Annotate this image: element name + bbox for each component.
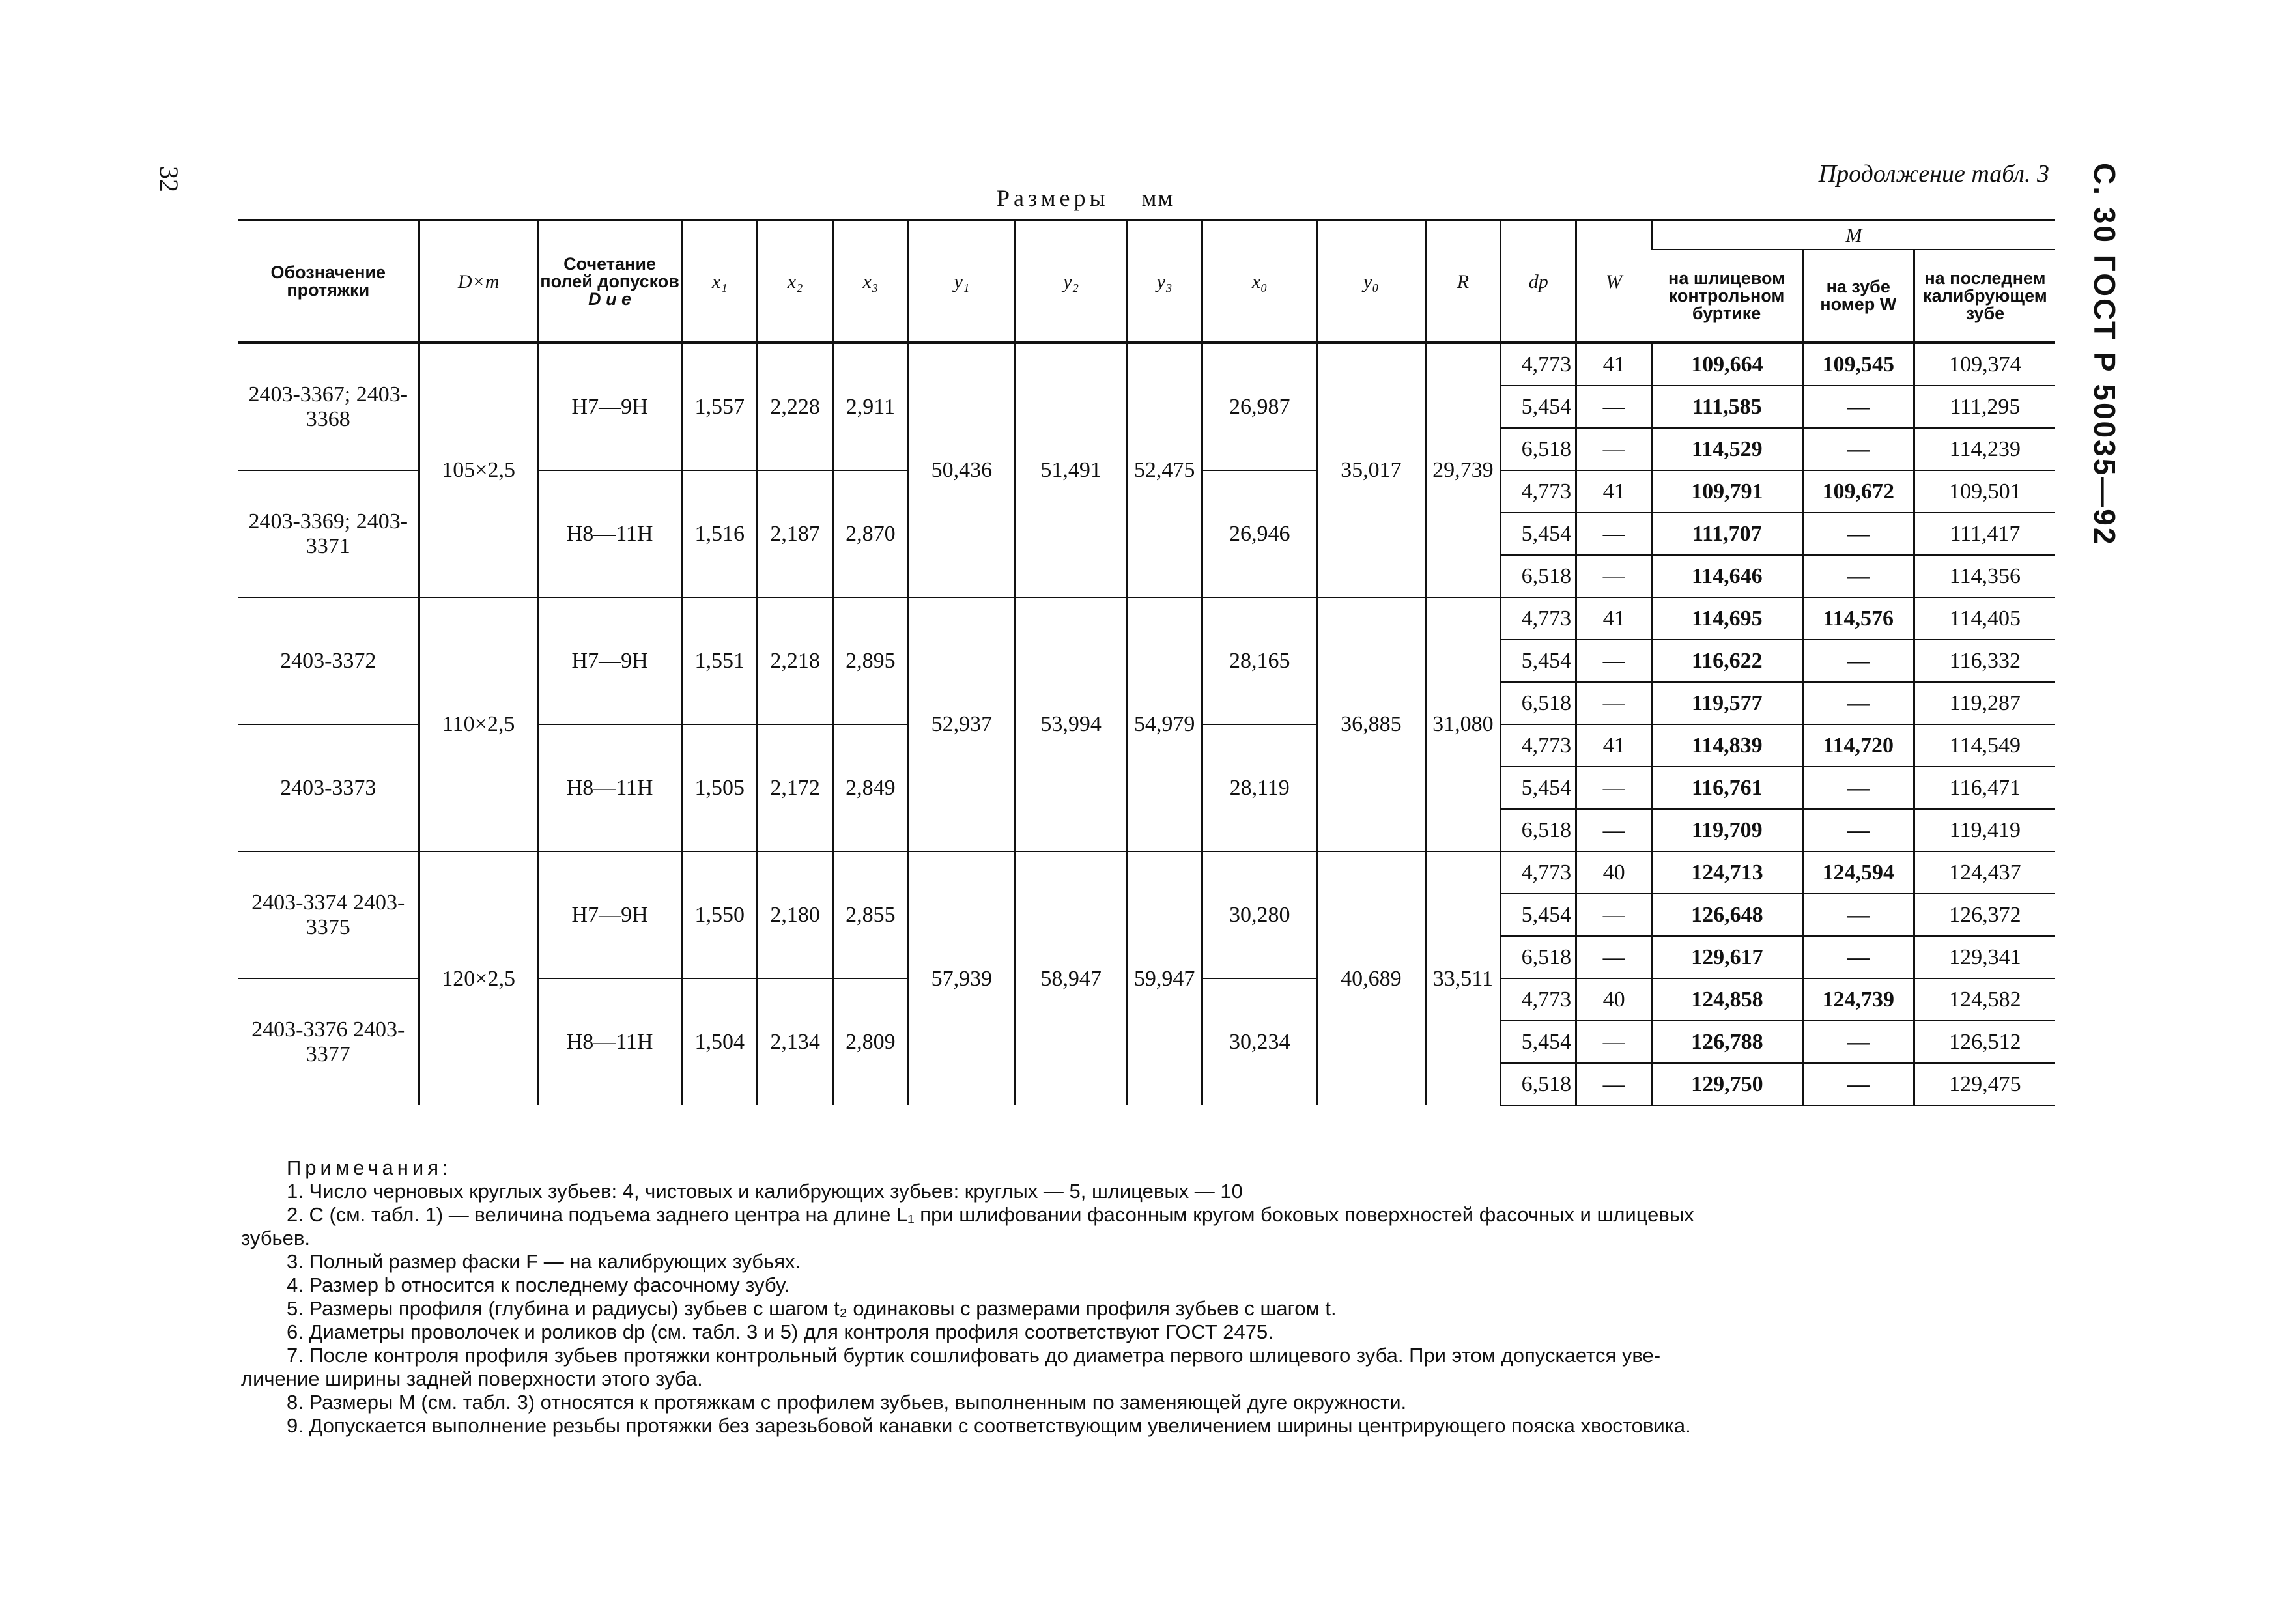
m-spline-cell: 126,788 xyxy=(1651,1021,1802,1063)
header-m-last: на последнем калибрующем зубе xyxy=(1914,249,2055,343)
m-spline-cell: 126,648 xyxy=(1651,894,1802,936)
w-cell: — xyxy=(1576,894,1652,936)
notes-section xyxy=(241,1156,2065,1438)
dp-cell: 6,518 xyxy=(1501,682,1576,724)
header-x0: x₀ xyxy=(1202,220,1317,343)
dp-cell: 4,773 xyxy=(1501,978,1576,1021)
designation-cell: 2403-3376 2403-3377 xyxy=(238,978,419,1105)
tolerance-cell: H8—11H xyxy=(537,470,682,597)
m-tooth-cell: — xyxy=(1802,640,1914,682)
m-last-cell: 114,405 xyxy=(1914,597,2055,640)
w-cell: 41 xyxy=(1576,470,1652,513)
document-header: С. 30 ГОСТ Р 50035—92 xyxy=(2088,163,2122,547)
m-tooth-cell: — xyxy=(1802,428,1914,470)
dp-cell: 6,518 xyxy=(1501,1063,1576,1105)
m-tooth-cell: — xyxy=(1802,386,1914,428)
m-spline-cell: 124,858 xyxy=(1651,978,1802,1021)
header-r: R xyxy=(1425,220,1501,343)
m-last-cell: 114,239 xyxy=(1914,428,2055,470)
w-cell: 41 xyxy=(1576,724,1652,767)
header-tolerances xyxy=(537,220,682,343)
y2-cell: 51,491 xyxy=(1016,343,1127,597)
tolerance-cell: H8—11H xyxy=(537,724,682,851)
x0-cell: 26,946 xyxy=(1202,470,1317,597)
y0-cell: 36,885 xyxy=(1317,597,1425,851)
x2-cell: 2,228 xyxy=(758,343,833,470)
y0-cell: 40,689 xyxy=(1317,851,1425,1105)
m-spline-cell: 109,664 xyxy=(1651,343,1802,386)
note-item: 7. После контроля профиля зубьев протяжки контрольный буртик сошлифовать до диаметра первого шлицевого зуба. При этом допускается уве- xyxy=(287,1344,1661,1367)
header-x3: x₃ xyxy=(833,220,909,343)
table-row xyxy=(238,597,2055,640)
dp-cell: 6,518 xyxy=(1501,936,1576,978)
m-last-cell: 119,287 xyxy=(1914,682,2055,724)
m-spline-cell: 119,577 xyxy=(1651,682,1802,724)
dp-cell: 5,454 xyxy=(1501,767,1576,809)
w-cell: — xyxy=(1576,386,1652,428)
w-cell: — xyxy=(1576,1021,1652,1063)
y2-cell: 53,994 xyxy=(1016,597,1127,851)
header-dp: dp xyxy=(1501,220,1576,343)
tolerance-cell: H7—9H xyxy=(537,851,682,978)
m-spline-cell: 129,750 xyxy=(1651,1063,1802,1105)
m-spline-cell: 116,622 xyxy=(1651,640,1802,682)
w-cell: — xyxy=(1576,809,1652,851)
m-spline-cell: 111,585 xyxy=(1651,386,1802,428)
x2-cell: 2,187 xyxy=(758,470,833,597)
tolerance-cell: H7—9H xyxy=(537,343,682,470)
m-last-cell: 116,332 xyxy=(1914,640,2055,682)
m-tooth-cell: — xyxy=(1802,1063,1914,1105)
m-last-cell: 111,295 xyxy=(1914,386,2055,428)
designation-cell: 2403-3367; 2403-3368 xyxy=(248,382,408,431)
r-cell: 31,080 xyxy=(1425,597,1501,851)
header-y1: y₁ xyxy=(908,220,1015,343)
m-tooth-cell: 114,576 xyxy=(1802,597,1914,640)
m-tooth-cell: — xyxy=(1802,682,1914,724)
y3-cell: 59,947 xyxy=(1127,851,1202,1105)
m-last-cell: 114,356 xyxy=(1914,555,2055,597)
y1-cell: 57,939 xyxy=(908,851,1015,1105)
m-tooth-cell: 124,739 xyxy=(1802,978,1914,1021)
designation-cell: 2403-3373 xyxy=(238,724,419,851)
header-x1: x₁ xyxy=(682,220,758,343)
w-cell: 40 xyxy=(1576,978,1652,1021)
notes-title: Примечания: xyxy=(287,1156,452,1179)
m-spline-cell: 124,713 xyxy=(1651,851,1802,894)
x3-cell: 2,870 xyxy=(833,470,909,597)
m-spline-cell: 129,617 xyxy=(1651,936,1802,978)
dp-cell: 5,454 xyxy=(1501,640,1576,682)
dp-cell: 5,454 xyxy=(1501,894,1576,936)
table-continuation-label: Продолжение табл. 3 xyxy=(1818,160,2049,188)
note-item: 8. Размеры M (см. табл. 3) относятся к протяжкам с профилем зубьев, выполненным по заменяющей дуге окружности. xyxy=(287,1391,1407,1414)
dp-cell: 4,773 xyxy=(1501,597,1576,640)
header-x2: x₂ xyxy=(758,220,833,343)
m-last-cell: 126,372 xyxy=(1914,894,2055,936)
dp-cell: 6,518 xyxy=(1501,809,1576,851)
m-spline-cell: 114,695 xyxy=(1651,597,1802,640)
broach-dimensions-table xyxy=(238,219,2055,1106)
m-last-cell: 124,437 xyxy=(1914,851,2055,894)
header-tolerances-sub: D и e xyxy=(588,289,632,309)
r-cell: 29,739 xyxy=(1425,343,1501,597)
m-last-cell: 109,374 xyxy=(1914,343,2055,386)
designation-cell: 2403-3372 xyxy=(238,597,419,724)
x3-cell: 2,895 xyxy=(833,597,909,724)
w-cell: 41 xyxy=(1576,597,1652,640)
m-tooth-cell: 109,672 xyxy=(1802,470,1914,513)
m-tooth-cell: 109,545 xyxy=(1802,343,1914,386)
x2-cell: 2,218 xyxy=(758,597,833,724)
x0-cell: 30,234 xyxy=(1202,978,1317,1105)
note-item: зубьев. xyxy=(241,1227,310,1249)
note-item: 6. Диаметры проволочек и роликов dp (см. табл. 3 и 5) для контроля профиля соответствуют ГОСТ 2475. xyxy=(287,1320,1273,1343)
x1-cell: 1,516 xyxy=(682,470,758,597)
dp-cell: 6,518 xyxy=(1501,555,1576,597)
page-number: 32 xyxy=(154,166,184,192)
dp-cell: 4,773 xyxy=(1501,343,1576,386)
dp-cell: 5,454 xyxy=(1501,1021,1576,1063)
m-tooth-cell: — xyxy=(1802,767,1914,809)
note-item: 1. Число черновых круглых зубьев: 4, чистовых и калибрующих зубьев: круглых — 5, шлицевых — 10 xyxy=(287,1180,1243,1203)
w-cell: — xyxy=(1576,767,1652,809)
header-tolerances-main: Сочетание полей допусков xyxy=(540,253,679,291)
m-last-cell: 126,512 xyxy=(1914,1021,2055,1063)
header-m-tooth: на зубе номер W xyxy=(1802,249,1914,343)
m-last-cell: 124,582 xyxy=(1914,978,2055,1021)
y3-cell: 54,979 xyxy=(1127,597,1202,851)
x3-cell: 2,849 xyxy=(833,724,909,851)
designation-cell: 2403-3374 2403-3375 xyxy=(238,851,419,978)
dxm-cell: 105×2,5 xyxy=(419,343,537,597)
dp-cell: 4,773 xyxy=(1501,724,1576,767)
y3-cell: 52,475 xyxy=(1127,343,1202,597)
note-item: 4. Размер b относится к последнему фасочному зубу. xyxy=(287,1274,789,1296)
m-last-cell: 111,417 xyxy=(1914,513,2055,555)
m-tooth-cell: — xyxy=(1802,555,1914,597)
w-cell: — xyxy=(1576,555,1652,597)
x2-cell: 2,134 xyxy=(758,978,833,1105)
w-cell: 41 xyxy=(1576,343,1652,386)
table-row xyxy=(238,343,2055,386)
x2-cell: 2,180 xyxy=(758,851,833,978)
dp-cell: 5,454 xyxy=(1501,513,1576,555)
m-tooth-cell: — xyxy=(1802,936,1914,978)
y2-cell: 58,947 xyxy=(1016,851,1127,1105)
dp-cell: 4,773 xyxy=(1501,851,1576,894)
w-cell: — xyxy=(1576,640,1652,682)
note-item: 2. C (см. табл. 1) — величина подъема заднего центра на длине L₁ при шлифовании фасонным кругом боковых поверхностей фасочных и шлицевых xyxy=(287,1203,1694,1226)
x3-cell: 2,911 xyxy=(833,343,909,470)
m-spline-cell: 114,839 xyxy=(1651,724,1802,767)
table-body xyxy=(238,343,2055,1105)
header-y3: y₃ xyxy=(1127,220,1202,343)
r-cell: 33,511 xyxy=(1425,851,1501,1105)
w-cell: 40 xyxy=(1576,851,1652,894)
x1-cell: 1,551 xyxy=(682,597,758,724)
note-item: 9. Допускается выполнение резьбы протяжки без зарезьбовой канавки с соответствующим увеличением ширины центрирующего пояска хвостовика. xyxy=(287,1414,1691,1437)
header-designation: Обозначение протяжки xyxy=(238,220,419,343)
x3-cell: 2,855 xyxy=(833,851,909,978)
x1-cell: 1,550 xyxy=(682,851,758,978)
w-cell: — xyxy=(1576,428,1652,470)
units-label: Размеры xyxy=(997,185,1109,211)
dxm-cell: 120×2,5 xyxy=(419,851,537,1105)
notes-list xyxy=(241,1180,2065,1438)
x0-cell: 28,119 xyxy=(1202,724,1317,851)
x0-cell: 28,165 xyxy=(1202,597,1317,724)
x0-cell: 30,280 xyxy=(1202,851,1317,978)
m-last-cell: 116,471 xyxy=(1914,767,2055,809)
m-spline-cell: 109,791 xyxy=(1651,470,1802,513)
m-tooth-cell: 124,594 xyxy=(1802,851,1914,894)
m-last-cell: 129,475 xyxy=(1914,1063,2055,1105)
m-spline-cell: 111,707 xyxy=(1651,513,1802,555)
w-cell: — xyxy=(1576,936,1652,978)
x2-cell: 2,172 xyxy=(758,724,833,851)
dp-cell: 6,518 xyxy=(1501,428,1576,470)
header-dxm: D×m xyxy=(419,220,537,343)
header-y0: y₀ xyxy=(1317,220,1425,343)
dxm-cell: 110×2,5 xyxy=(419,597,537,851)
y1-cell: 52,937 xyxy=(908,597,1015,851)
x0-cell: 26,987 xyxy=(1202,343,1317,470)
units-unit: мм xyxy=(1141,185,1174,211)
x1-cell: 1,505 xyxy=(682,724,758,851)
x1-cell: 1,504 xyxy=(682,978,758,1105)
note-item: 3. Полный размер фаски F — на калибрующих зубьях. xyxy=(287,1250,801,1273)
m-spline-cell: 116,761 xyxy=(1651,767,1802,809)
units-caption xyxy=(997,184,1174,212)
m-tooth-cell: — xyxy=(1802,894,1914,936)
m-last-cell: 119,419 xyxy=(1914,809,2055,851)
m-spline-cell: 114,529 xyxy=(1651,428,1802,470)
header-m: M xyxy=(1651,220,2055,249)
m-tooth-cell: — xyxy=(1802,1021,1914,1063)
w-cell: — xyxy=(1576,682,1652,724)
note-item: личение ширины задней поверхности этого зуба. xyxy=(241,1367,703,1390)
table-row xyxy=(238,851,2055,894)
m-spline-cell: 119,709 xyxy=(1651,809,1802,851)
note-item: 5. Размеры профиля (глубина и радиусы) зубьев с шагом t₂ одинаковы с размерами профиля зубьев с шагом t. xyxy=(287,1297,1337,1320)
header-y2: y₂ xyxy=(1016,220,1127,343)
x1-cell: 1,557 xyxy=(682,343,758,470)
header-w: W xyxy=(1576,220,1652,343)
m-last-cell: 114,549 xyxy=(1914,724,2055,767)
m-tooth-cell: — xyxy=(1802,809,1914,851)
m-tooth-cell: 114,720 xyxy=(1802,724,1914,767)
y0-cell: 35,017 xyxy=(1317,343,1425,597)
header-m-spline: на шлицевом контрольном буртике xyxy=(1651,249,1802,343)
x3-cell: 2,809 xyxy=(833,978,909,1105)
m-spline-cell: 114,646 xyxy=(1651,555,1802,597)
w-cell: — xyxy=(1576,513,1652,555)
tolerance-cell: H7—9H xyxy=(537,597,682,724)
dp-cell: 5,454 xyxy=(1501,386,1576,428)
w-cell: — xyxy=(1576,1063,1652,1105)
dp-cell: 4,773 xyxy=(1501,470,1576,513)
m-last-cell: 129,341 xyxy=(1914,936,2055,978)
m-tooth-cell: — xyxy=(1802,513,1914,555)
designation-cell: 2403-3369; 2403-3371 xyxy=(238,470,419,597)
tolerance-cell: H8—11H xyxy=(537,978,682,1105)
y1-cell: 50,436 xyxy=(908,343,1015,597)
m-last-cell: 109,501 xyxy=(1914,470,2055,513)
